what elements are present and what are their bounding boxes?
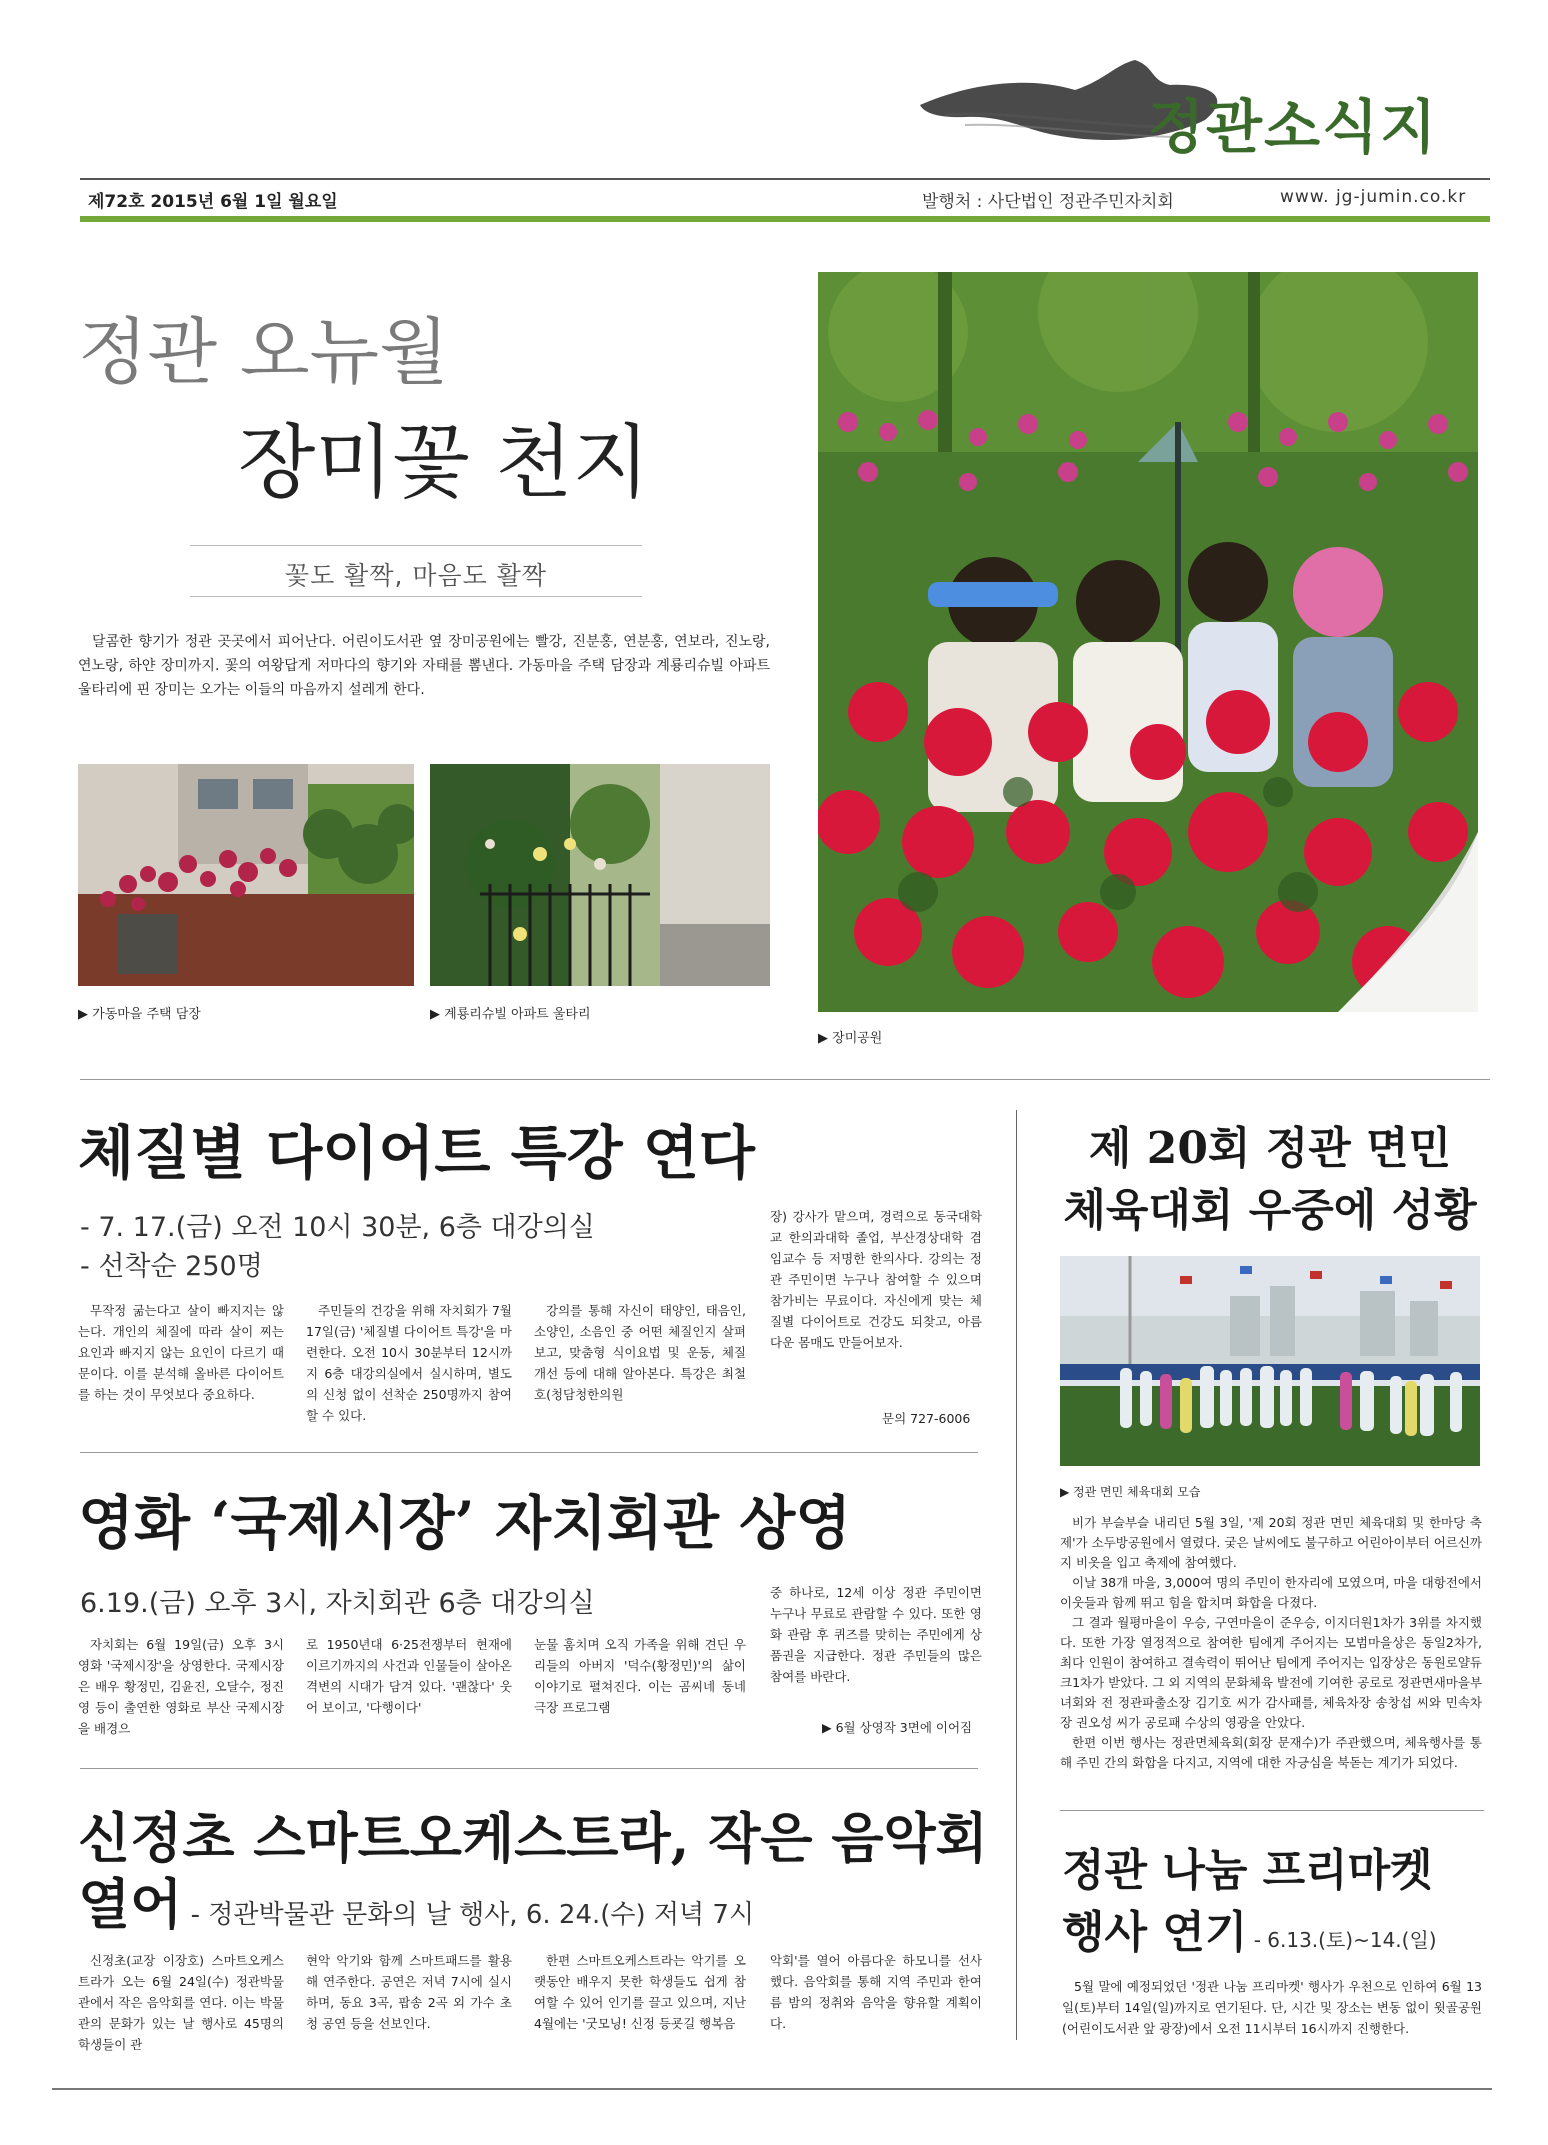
- diet-bottom-rule: [80, 1452, 978, 1453]
- market-headline-2: 행사 연기: [1062, 1907, 1248, 1958]
- orchestra-subheadline: - 정관박물관 문화의 날 행사, 6. 24.(수) 저녁 7시: [182, 1900, 755, 1930]
- page-bottom-rule: [52, 2088, 1492, 2090]
- orchestra-col-1: 신정초(교장 이장호) 스마트오케스트라가 오는 6월 24일(수) 정관박물관에서 작은 음악회를 연다. 이는 박물관의 문화가 있는 날 행사로 45명의 학생들이 관: [78, 1953, 284, 2052]
- sports-paragraph-3: 그 결과 월평마을이 우승, 구연마을이 준우승, 이지더원1차가 3위를 차지했다. 또한 가장 열정적으로 참여한 팀에게 주어지는 모범마을상은 동일2차가, 최다 인원이 참여하고 결속력이 뛰어난 팀에게 주어지는 입장상은 동원로얄듀크1차가 받았다. 그 외 지역의 문화체육 발전에 기여한 공로로 정관면새마을부녀회와 전 정관파출소장 김기호 씨가 감사패를, 체육차장 송창섭 씨와 민속차장 권오성 씨가 공로패 수상의 영광을 안았다.: [1060, 1615, 1483, 1730]
- market-body: 5월 말에 예정되었던 '정관 나눔 프리마켓' 행사가 우천으로 인하여 6월 13일(토)부터 14일(일)까지로 연기된다. 단, 시간 및 장소는 변동 없이 윗골공원(어린이도서관 앞 광장)에서 오전 11시부터 16시까지 진행한다.: [1062, 1979, 1482, 2036]
- masthead-green-rule: [80, 216, 1490, 222]
- photo-sports-festival: [1060, 1256, 1480, 1466]
- publisher: 발행처 : 사단법인 정관주민자치회: [922, 192, 1174, 212]
- orchestra-headline: 신정초 스마트오케스트라, 작은 음악회: [78, 1806, 988, 1870]
- sports-paragraph-2: 이날 38개 마을, 3,000여 명의 주민이 한자리에 모였으며, 마을 대항전에서 이웃들과 함께 뛰고 힘을 합치며 화합을 다졌다.: [1060, 1575, 1482, 1610]
- feature-headline: 장미꽃 천지: [238, 416, 650, 509]
- feature-bottom-rule: [80, 1079, 1490, 1080]
- main-photo-caption: ▶ 장미공원: [818, 1031, 883, 1046]
- diet-headline: 체질별 다이어트 특강 연다: [78, 1119, 755, 1187]
- orchestra-col-3: 한편 스마트오케스트라는 악기를 오랫동안 배우지 못한 학생들도 쉽게 참여할 수 있어 인기를 끌고 있으며, 지난 4월에는 '굿모닝! 신정 등굣길 행복음: [534, 1953, 746, 2031]
- movie-bottom-rule: [80, 1768, 978, 1769]
- diet-col-3: 강의를 통해 자신이 태양인, 태음인, 소양인, 소음인 중 어떤 체질인지 살펴보고, 맞춤형 식이요법 및 운동, 체질 개선 등에 대해 알아본다. 특강은 최철호(청담청한의원: [534, 1303, 746, 1402]
- masthead-title: 정관소식지: [1148, 93, 1439, 161]
- diet-col-4: 장) 강사가 맡으며, 경력으로 동국대학교 한의과대학 졸업, 부산경상대학 겸임교수 등 저명한 한의사다. 강의는 정관 주민이면 누구나 참여할 수 있으며 참가비는 무료이다. 자신에게 맞는 체질별 다이어트로 건강도 되찾고, 아름다운 몸매도 만들어보자.: [770, 1209, 982, 1350]
- photo-house-wall: [78, 764, 414, 986]
- orchestra-col-4: 악회'를 열어 아름다운 하모니를 선사했다. 음악회를 통해 지역 주민과 한여름 밤의 정취와 음악을 향유할 계획이다.: [770, 1953, 982, 2031]
- photo-apartment-fence: [430, 764, 770, 986]
- masthead-top-rule: [80, 178, 1490, 180]
- market-date: - 6.13.(토)~14.(일): [1247, 1928, 1437, 1952]
- column-divider: [1016, 1110, 1017, 2040]
- orchestra-headline-2: 열어: [78, 1872, 183, 1936]
- sports-body: [1060, 1513, 1482, 1773]
- movie-continued-link[interactable]: ▶ 6월 상영작 3면에 이어짐: [822, 1720, 973, 1735]
- subheadline-top-rule: [190, 545, 642, 546]
- feature-subheadline: 꽃도 활짝, 마음도 활짝: [284, 561, 548, 590]
- market-headline-1: 정관 나눔 프리마켓: [1062, 1845, 1433, 1896]
- movie-col-3: 눈물 훔치며 오직 가족을 위해 견딘 우리들의 아버지 '덕수(황정민)'의 삶이 이야기로 펼쳐진다. 이는 곰씨네 동네극장 프로그램: [534, 1637, 746, 1715]
- sports-headline-2: 체육대회 우중에 성황: [1063, 1185, 1477, 1236]
- movie-col-2: 로 1950년대 6·25전쟁부터 현재에 이르기까지의 사건과 인물들이 살아온 격변의 시대가 담겨 있다. '괜찮다' 웃어 보이고, '다행이다': [306, 1637, 512, 1715]
- sports-headline-1: 제 20회 정관 면민: [1088, 1123, 1452, 1174]
- movie-col-4: 중 하나로, 12세 이상 정관 주민이면 누구나 무료로 관람할 수 있다. 또한 영화 관람 후 퀴즈를 맞히는 주민에게 상품권을 지급한다. 정관 주민들의 많은 참여를 바란다.: [770, 1585, 982, 1684]
- sports-bottom-rule: [1060, 1810, 1484, 1811]
- orchestra-col-2: 현악 악기와 함께 스마트패드를 활용해 연주한다. 공연은 저녁 7시에 실시하며, 동요 3곡, 팝송 2곡 외 가수 초청 공연 등을 선보인다.: [306, 1953, 512, 2031]
- sports-paragraph-4: 한편 이번 행사는 정관면체육회(회장 문재수)가 주관했으며, 체육행사를 통해 주민 간의 화합을 다지고, 지역에 대한 자긍심을 북돋는 계기가 되었다.: [1060, 1735, 1482, 1770]
- diet-subheadline-1: - 7. 17.(금) 오전 10시 30분, 6층 대강의실: [80, 1212, 595, 1243]
- subheadline-bottom-rule: [190, 596, 642, 597]
- feature-body: 달콤한 향기가 정관 곳곳에서 피어난다. 어린이도서관 옆 장미공원에는 빨강, 진분홍, 연분홍, 연보라, 진노랑, 연노랑, 하얀 장미까지. 꽃의 여왕답게 저마다의 향기와 자태를 뽐낸다. 가동마을 주택 담장과 계룡리슈빌 아파트 울타리에 핀 장미는 오가는 이들의 마음까지 설레게 한다.: [78, 634, 770, 698]
- orchestra-headline-line2: [78, 1862, 754, 1939]
- website-link[interactable]: www. jg-jumin.co.kr: [1280, 187, 1467, 207]
- market-headline-line2: [1062, 1896, 1437, 1960]
- movie-subheadline: 6.19.(금) 오후 3시, 자치회관 6층 대강의실: [80, 1588, 595, 1619]
- photo2-caption: ▶ 계룡리슈빌 아파트 울타리: [430, 1007, 591, 1022]
- movie-col-1: 자치회는 6월 19일(금) 오후 3시 영화 '국제시장'을 상영한다. 국제시장은 배우 황정민, 김윤진, 오달수, 정진영 등이 출연한 영화로 부산 국제시장을 배경으: [78, 1637, 284, 1736]
- photo1-caption: ▶ 가동마을 주택 담장: [78, 1007, 201, 1022]
- movie-headline: 영화 ‘국제시장’ 자치회관 상영: [78, 1489, 852, 1557]
- sports-photo-caption: ▶ 정관 면민 체육대회 모습: [1060, 1485, 1201, 1499]
- diet-col-1: 무작정 굶는다고 살이 빠지지는 않는다. 개인의 체질에 따라 살이 찌는 요인과 빠지지 않는 요인이 다르기 때문이다. 이를 분석해 올바른 다이어트를 하는 것이 무엇보다 중요하다.: [78, 1303, 284, 1402]
- issue-info: 제72호 2015년 6월 1일 월요일: [88, 192, 338, 212]
- photo-rose-park: [818, 272, 1478, 1012]
- diet-contact: 문의 727-6006: [882, 1411, 971, 1426]
- sports-paragraph-1: 비가 부슬부슬 내리던 5월 3일, '제 20회 정관 면민 체육대회 및 한마당 축제'가 소두방공원에서 열렸다. 궂은 날씨에도 불구하고 어린아이부터 어르신까지 비옷을 입고 축제에 참여했다.: [1060, 1515, 1482, 1570]
- diet-subheadline-2: - 선착순 250명: [80, 1251, 263, 1282]
- diet-col-2: 주민들의 건강을 위해 자치회가 7월 17일(금) '체질별 다이어트 특강'을 마련한다. 오전 10시 30분부터 12시까지 6층 대강의실에서 실시하며, 별도의 신청 없이 선착순 250명까지 참여할 수 있다.: [306, 1303, 512, 1423]
- feature-kicker: 정관 오뉴월: [78, 310, 449, 394]
